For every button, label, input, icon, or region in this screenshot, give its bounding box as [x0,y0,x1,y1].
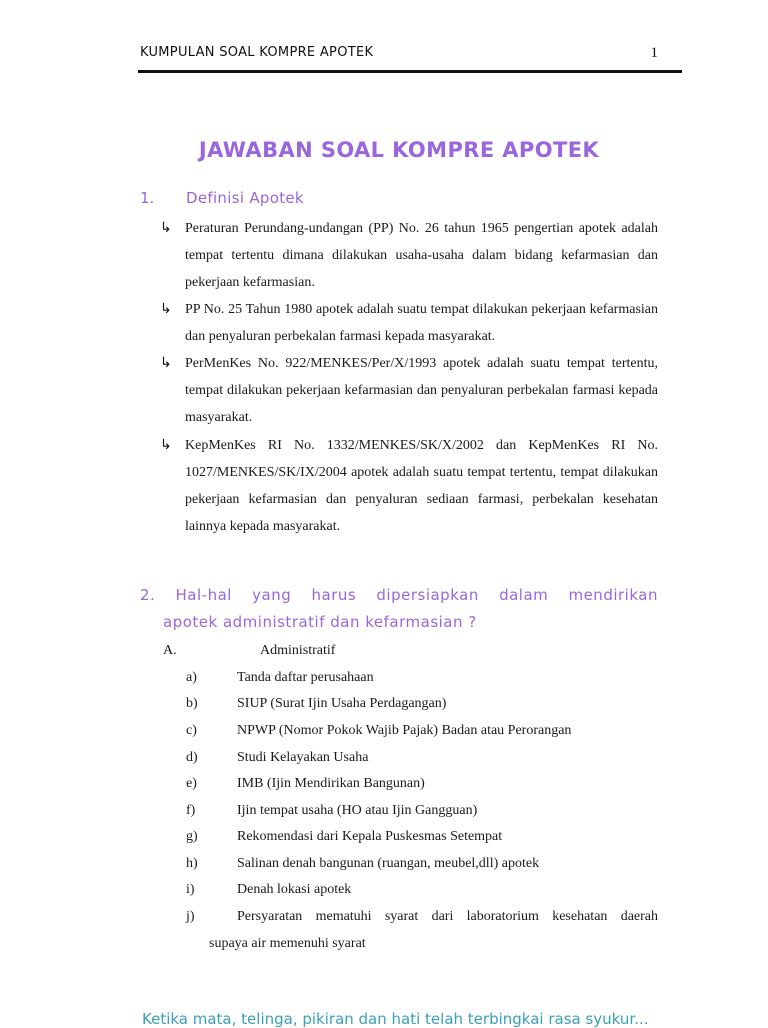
page-header [138,44,682,73]
subsection-title: Administratif [260,643,336,658]
item-letter: d) [186,750,198,765]
heading-word: mendirikan [568,586,658,604]
heading-word: Hal-hal [175,586,232,604]
item-letter: i) [186,882,195,897]
heading-word: dalam [499,586,549,604]
section2-heading [140,582,658,636]
arrow-bullet-icon: ↳ [160,356,172,371]
bullet-text: Peraturan Perundang-undangan (PP) No. 26 tahun 1965 pengertian apotek adalah tempat tertentu dimana dilakukan usaha-usaha dalam bidang kefarmasian dan pekerjaan kefarmasian. [185,221,658,290]
item-letter: c) [186,723,197,738]
section2-heading-line2: apotek administratif dan kefarmasian ? [163,613,477,631]
section2-heading-line1 [140,582,658,609]
arrow-bullet-icon: ↳ [160,438,172,453]
bullet-text: PP No. 25 Tahun 1980 apotek adalah suatu tempat dilakukan pekerjaan kefarmasian dan penyaluran perbekalan farmasi kepada masyarakat. [185,302,658,344]
item-text: Ijin tempat usaha (HO atau Ijin Gangguan) [237,803,478,818]
item-letter: e) [186,776,197,791]
heading-word: yang [252,586,292,604]
item-letter: f) [186,803,196,818]
item-text: Tanda daftar perusahaan [237,670,374,685]
footer-quote: Ketika mata, telinga, pikiran dan hati telah terbingkai rasa syukur... [142,1010,649,1028]
item-text: Persyaratan mematuhi syarat dari laboratorium kesehatan daerah [237,909,658,924]
heading-word: harus [311,586,357,604]
section1-bullet-2 [160,296,658,350]
item-letter: g) [186,829,198,844]
section1-bullet-3 [160,350,658,431]
heading-word: dipersiapkan [376,586,479,604]
page-number: 1 [650,45,658,61]
section1-number: 1. [140,189,155,207]
section1-title: Definisi Apotek [186,189,304,207]
section1-bullet-1 [160,215,658,296]
item-text: IMB (Ijin Mendirikan Bangunan) [237,776,425,791]
item-letter: j) [186,909,195,924]
item-letter: h) [186,856,198,871]
item-text: Rekomendasi dari Kepala Puskesmas Setempat [237,829,503,844]
item-letter: b) [186,696,198,711]
item-text-continued: supaya air memenuhi syarat [209,936,366,951]
item-text: Denah lokasi apotek [237,882,352,897]
bullet-text: PerMenKes No. 922/MENKES/Per/X/1993 apotek adalah suatu tempat tertentu, tempat dilakukan pekerjaan kefarmasian dan penyaluran perbekalan farmasi kepada masyarakat. [185,356,658,425]
section2-number: 2. [140,586,156,604]
item-text: NPWP (Nomor Pokok Wajib Pajak) Badan atau Perorangan [237,723,572,738]
subsection-label: A. [163,643,177,658]
arrow-bullet-icon: ↳ [160,221,172,236]
list-item [186,903,658,957]
item-text: Salinan denah bangunan (ruangan, meubel,dll) apotek [237,856,540,871]
item-text: SIUP (Surat Ijin Usaha Perdagangan) [237,696,447,711]
bullet-text: KepMenKes RI No. 1332/MENKES/SK/X/2002 dan KepMenKes RI No. 1027/MENKES/SK/IX/2004 apotek adalah suatu tempat tertentu, tempat dilakukan pekerjaan kefarmasian dan penyaluran sediaan farmasi, perbekalan kesehatan lainnya kepada masyarakat. [185,438,658,534]
header-title: KUMPULAN SOAL KOMPRE APOTEK [140,45,374,60]
subsection-a [163,637,463,664]
item-text: Studi Kelayakan Usaha [237,750,369,765]
section1-bullet-4 [160,432,658,540]
document-title: JAWABAN SOAL KOMPRE APOTEK [198,138,600,162]
item-letter: a) [186,670,197,685]
arrow-bullet-icon: ↳ [160,302,172,317]
